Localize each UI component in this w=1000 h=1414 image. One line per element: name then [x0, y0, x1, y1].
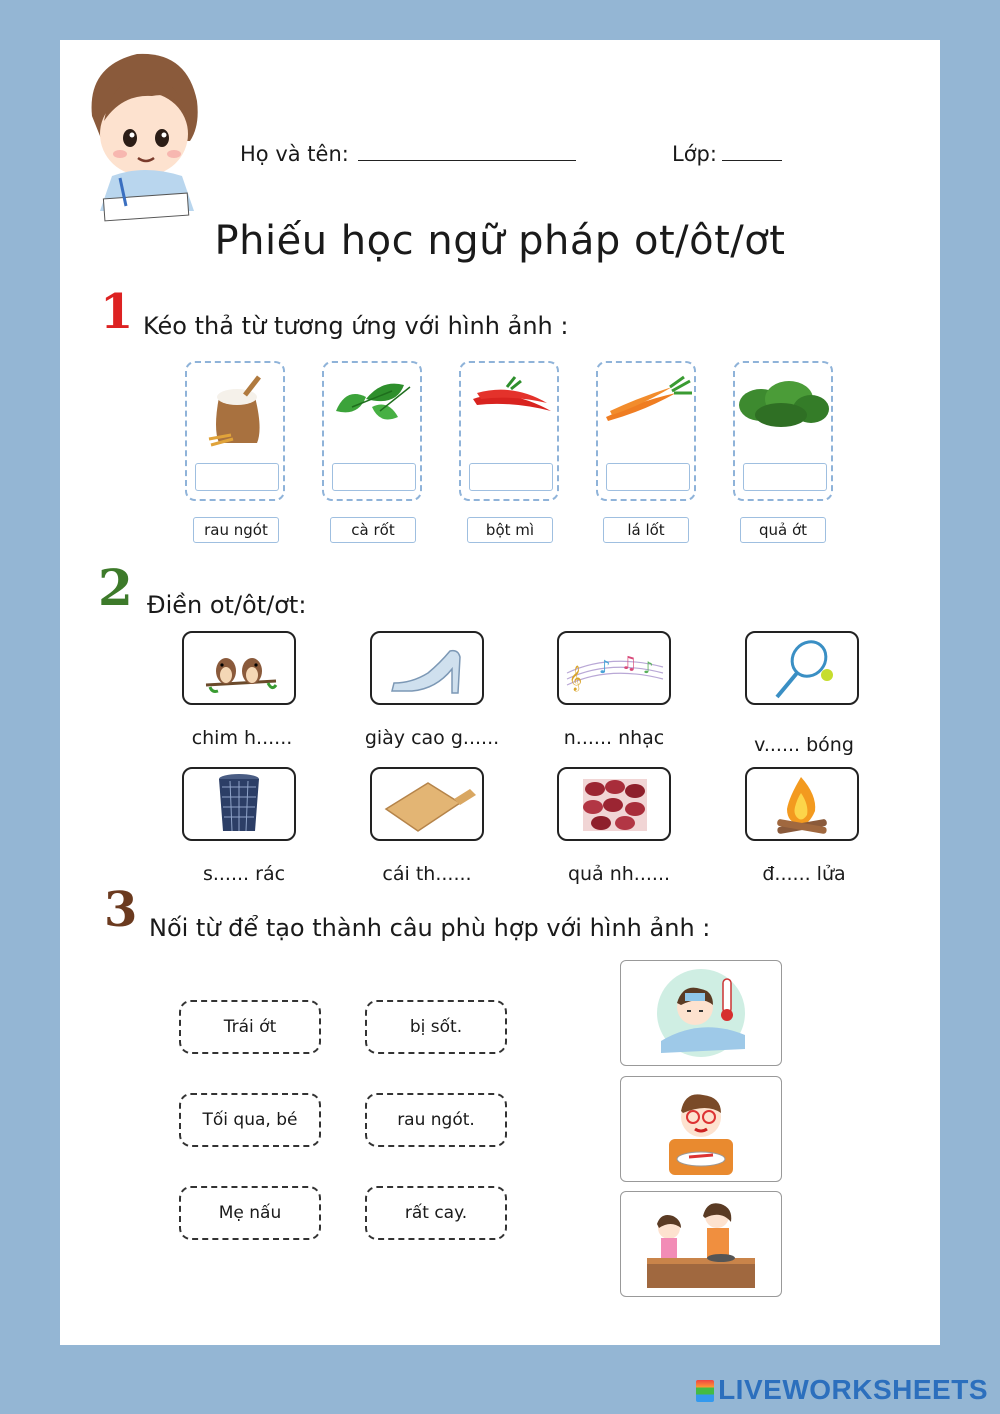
music-notes-icon: [559, 633, 669, 703]
tennis-racket-icon: [747, 633, 857, 703]
caption-7: quả nh......: [567, 863, 671, 885]
word-bot-mi[interactable]: bột mì: [467, 517, 553, 543]
svg-text:♫: ♫: [621, 653, 638, 674]
mother-cooking-picture: [621, 1192, 781, 1296]
svg-text:𝄞: 𝄞: [569, 666, 583, 691]
caption-1: chim h......: [191, 727, 293, 749]
sick-child-picture: [621, 961, 781, 1065]
class-input-line[interactable]: [722, 160, 782, 161]
high-heel-icon: [372, 633, 482, 703]
section-3-instruction: Nối từ để tạo thành câu phù hợp với hình ảnh :: [149, 914, 711, 942]
phrase-right-2[interactable]: rau ngót.: [365, 1093, 507, 1147]
phrase-left-2[interactable]: Tối qua, bé: [179, 1093, 321, 1147]
caption-8: đ...... lửa: [762, 863, 846, 885]
word-qua-ot[interactable]: quả ớt: [740, 517, 826, 543]
flour-sack-icon: [205, 369, 269, 449]
carrots-icon: [600, 375, 694, 425]
phrase-left-1[interactable]: Trái ớt: [179, 1000, 321, 1054]
drop-card-5: [733, 361, 833, 501]
name-label: Họ và tên:: [240, 142, 349, 166]
picture-high-heel: [370, 631, 484, 705]
picture-cutting-board: [370, 767, 484, 841]
betel-leaves-icon: [332, 377, 416, 427]
trash-bin-icon: [184, 769, 294, 839]
caption-5: s...... rác: [202, 863, 286, 885]
picture-music: [557, 631, 671, 705]
drop-card-4: [596, 361, 696, 501]
cutting-board-icon: [372, 769, 482, 839]
picture-tennis: [745, 631, 859, 705]
picture-spicy-food[interactable]: [620, 1076, 782, 1182]
red-beans-icon: [559, 769, 669, 839]
picture-mother-cooking[interactable]: [620, 1191, 782, 1297]
phrase-left-3[interactable]: Mẹ nấu: [179, 1186, 321, 1240]
section-1-instruction: Kéo thả từ tương ứng với hình ảnh :: [143, 312, 569, 340]
drop-box-1[interactable]: [195, 463, 279, 491]
drop-card-1: [185, 361, 285, 501]
caption-3: n...... nhạc: [563, 727, 665, 749]
section-1-number: 1: [100, 284, 134, 340]
svg-text:♪: ♪: [599, 657, 611, 678]
caption-4: v...... bóng: [754, 734, 854, 756]
picture-campfire: [745, 767, 859, 841]
svg-text:♪: ♪: [643, 658, 654, 677]
picture-red-beans: [557, 767, 671, 841]
caption-6: cái th......: [382, 863, 472, 885]
brand-mark-icon: [696, 1380, 714, 1402]
red-chili-icon: [467, 373, 555, 423]
green-vegetables-icon: [737, 375, 831, 431]
picture-sick-child[interactable]: [620, 960, 782, 1066]
class-label: Lớp:: [672, 142, 717, 166]
word-rau-ngot[interactable]: rau ngót: [193, 517, 279, 543]
page-title: Phiếu học ngữ pháp ot/ôt/ơt: [214, 218, 786, 264]
word-ca-rot[interactable]: cà rốt: [330, 517, 416, 543]
liveworksheets-logo: [696, 1374, 988, 1406]
drop-box-2[interactable]: [332, 463, 416, 491]
caption-2: giày cao g......: [364, 727, 500, 749]
picture-trash-bin: [182, 767, 296, 841]
drop-box-3[interactable]: [469, 463, 553, 491]
campfire-icon: [747, 769, 857, 839]
picture-birds: [182, 631, 296, 705]
drop-card-2: [322, 361, 422, 501]
drop-card-3: [459, 361, 559, 501]
spicy-food-picture: [621, 1077, 781, 1181]
drop-box-5[interactable]: [743, 463, 827, 491]
name-input-line[interactable]: [358, 160, 576, 161]
drop-box-4[interactable]: [606, 463, 690, 491]
word-la-lot[interactable]: lá lốt: [603, 517, 689, 543]
section-3-number: 3: [104, 882, 138, 938]
section-2-instruction: Điền ot/ôt/ơt:: [147, 591, 307, 619]
brand-name: LIVEWORKSHEETS: [718, 1374, 988, 1405]
section-2-number: 2: [98, 558, 133, 617]
phrase-right-1[interactable]: bị sốt.: [365, 1000, 507, 1054]
birds-icon: [184, 633, 294, 703]
phrase-right-3[interactable]: rất cay.: [365, 1186, 507, 1240]
boy-writing-icon: [82, 46, 212, 226]
